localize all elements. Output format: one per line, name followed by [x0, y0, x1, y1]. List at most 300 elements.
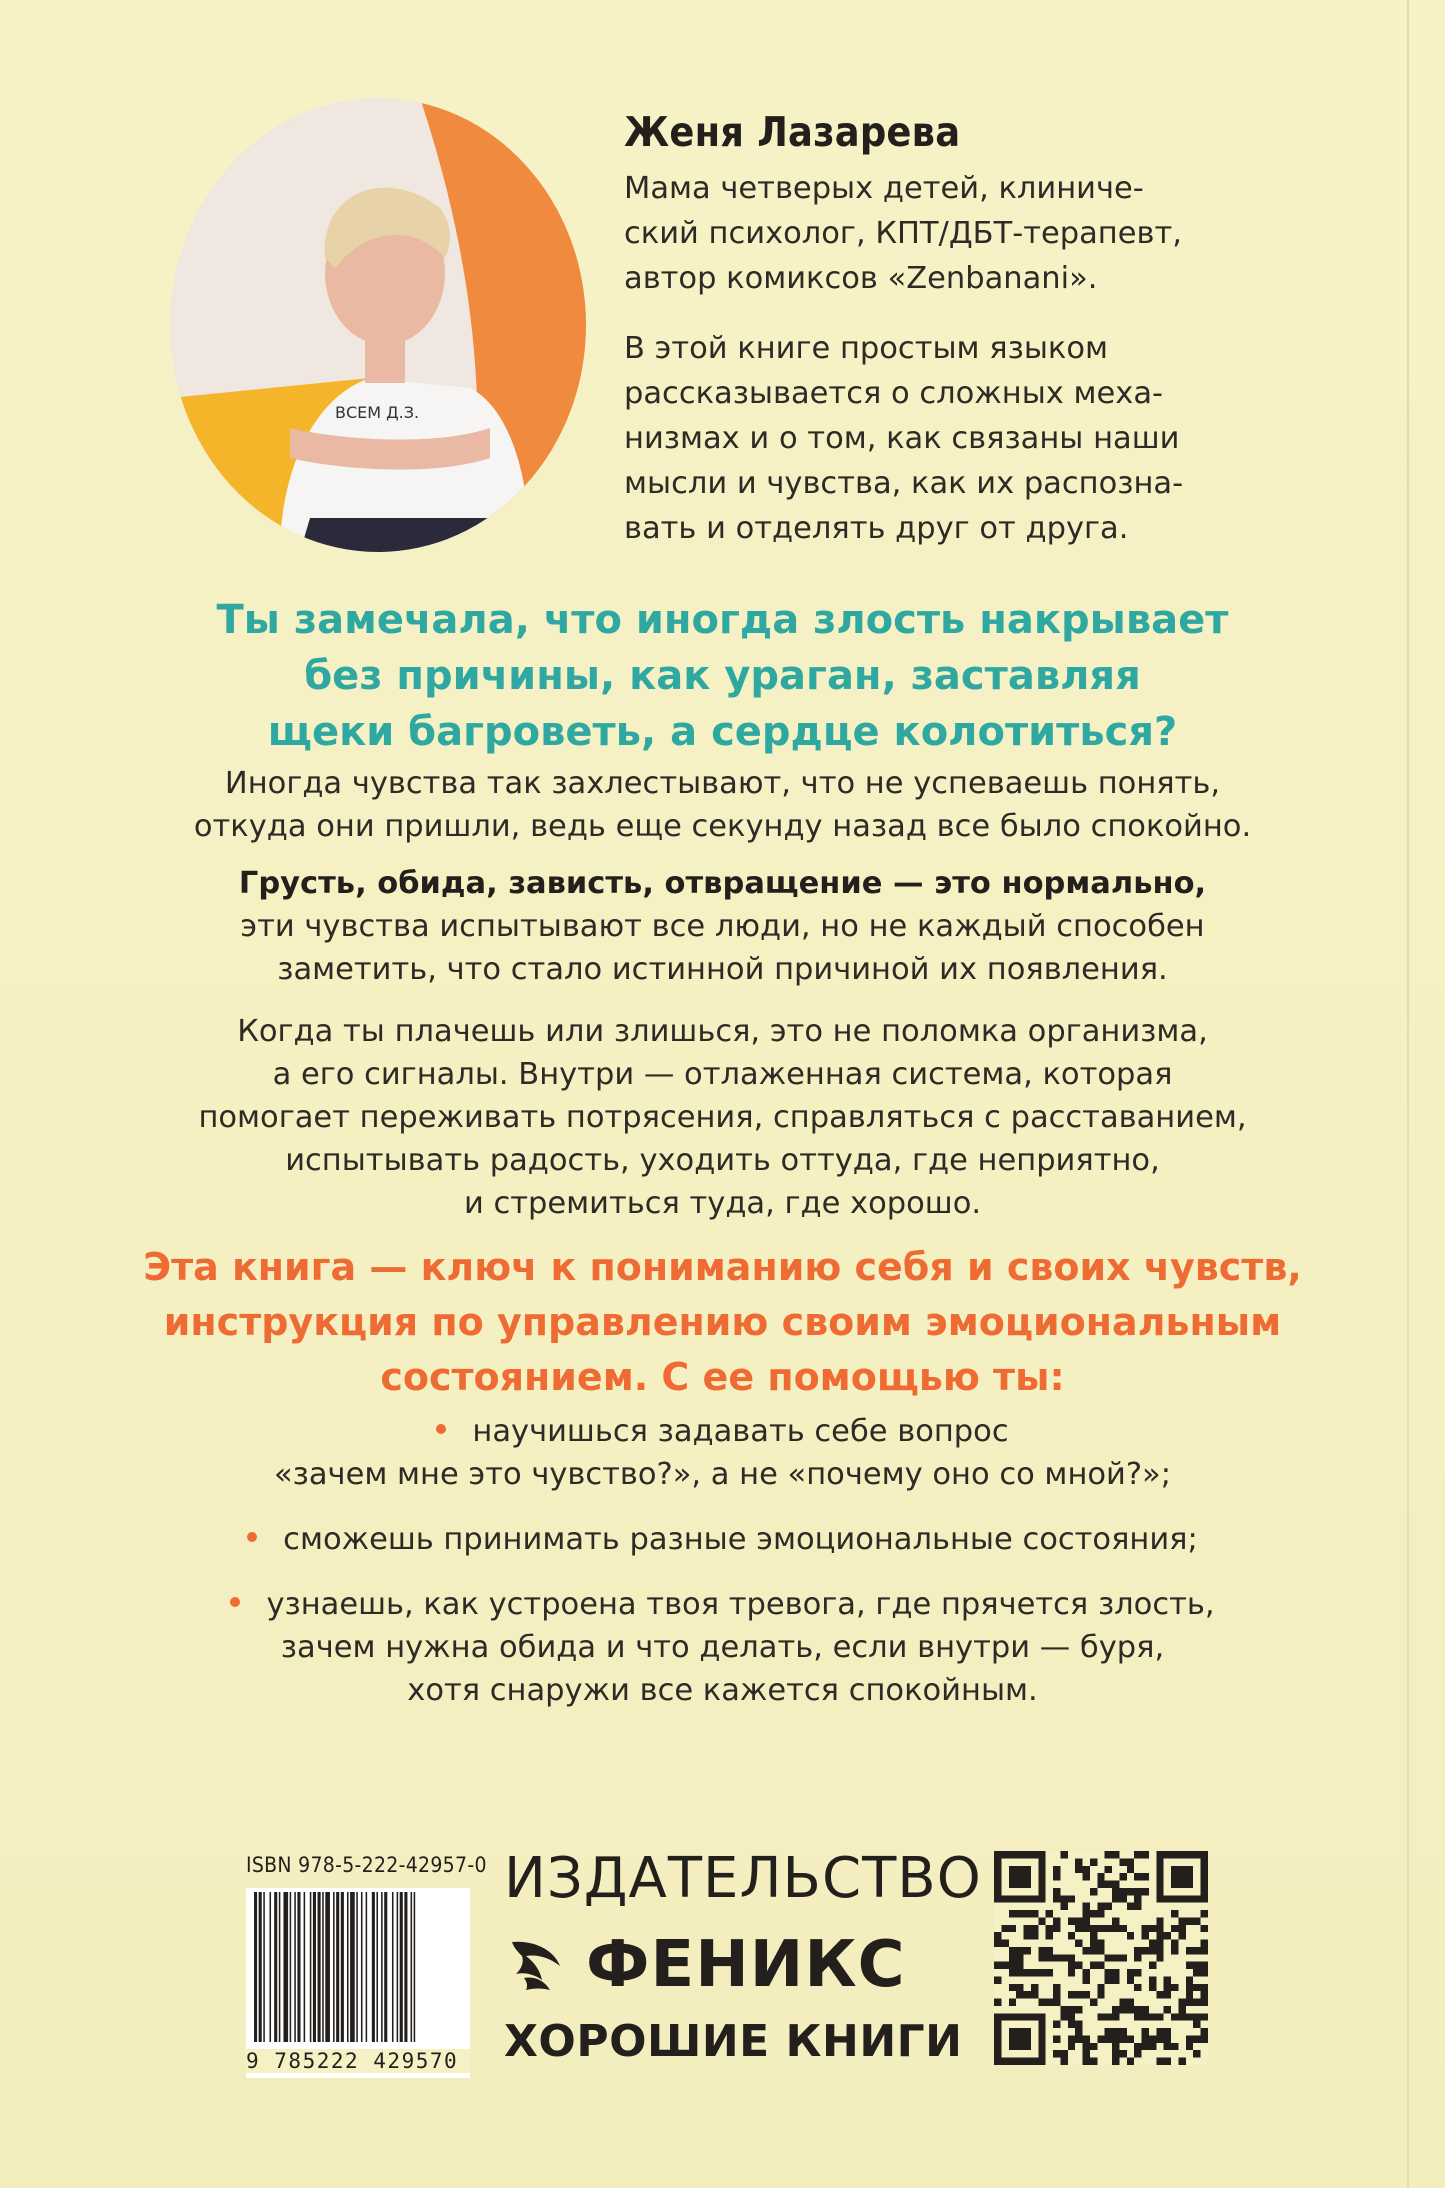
barcode-bar — [400, 1892, 403, 2042]
qr-module — [1075, 1925, 1082, 1932]
paragraph-line: эти чувства испытывают все люди, но не каждый способен — [240, 909, 1205, 944]
teal-heading-line: без причины, как ураган, заставляя — [304, 653, 1141, 699]
qr-module — [1053, 2050, 1060, 2057]
bullet-item — [0, 1583, 1445, 1712]
qr-code-pattern — [994, 1851, 1208, 2065]
qr-module — [1112, 1851, 1119, 1858]
barcode-bar — [313, 1892, 316, 2042]
qr-module — [994, 1999, 1001, 2006]
qr-module — [1009, 1999, 1016, 2006]
qr-module — [1075, 1962, 1082, 1969]
qr-module — [1134, 1947, 1141, 1954]
bullet-dot-icon — [247, 1532, 257, 1542]
book-about-line: низмах и о том, как связаны наши — [624, 421, 1180, 456]
qr-module — [1164, 1976, 1171, 1983]
qr-module — [1060, 1851, 1067, 1858]
qr-module — [1193, 1999, 1200, 2006]
qr-module — [1083, 1969, 1090, 1976]
qr-module — [1105, 2013, 1112, 2020]
qr-module — [1134, 1954, 1141, 1961]
qr-module — [1046, 1932, 1053, 1939]
qr-module — [1105, 2035, 1112, 2042]
qr-module — [1068, 2013, 1075, 2020]
qr-module — [1134, 1873, 1141, 1880]
qr-module — [1053, 1925, 1060, 1932]
qr-module — [1097, 1947, 1104, 1954]
qr-module — [1134, 2050, 1141, 2057]
qr-module — [1053, 1895, 1060, 1902]
barcode-bar — [411, 1892, 413, 2042]
qr-module — [1201, 1962, 1208, 1969]
qr-module — [1127, 1866, 1134, 1873]
qr-module — [1090, 2058, 1097, 2065]
qr-module — [1090, 1858, 1097, 1865]
qr-module — [1060, 1954, 1067, 1961]
barcode-bar — [333, 1892, 335, 2042]
qr-module — [1193, 2021, 1200, 2028]
qr-module — [1112, 2058, 1119, 2065]
qr-module — [1127, 2058, 1134, 2065]
qr-module — [1090, 1962, 1097, 1969]
qr-module — [1201, 2035, 1208, 2042]
qr-module — [1075, 2035, 1082, 2042]
qr-module — [1083, 2035, 1090, 2042]
qr-module — [1075, 2028, 1082, 2035]
qr-module — [1053, 1954, 1060, 1961]
qr-module — [1193, 1969, 1200, 1976]
paragraph-line: заметить, что стало истинной причиной их появления. — [277, 952, 1168, 987]
qr-module — [1038, 1947, 1045, 1954]
barcode-bar — [279, 1892, 281, 2042]
qr-module — [1193, 2035, 1200, 2042]
qr-module — [1060, 1903, 1067, 1910]
barcode-bar — [347, 1892, 349, 2042]
bullet-text: «зачем мне это чувство?», а не «почему оно со мной?»; — [273, 1457, 1171, 1492]
qr-module — [1097, 1925, 1104, 1932]
qr-module — [1127, 1969, 1134, 1976]
qr-module — [1068, 2043, 1075, 2050]
qr-module — [1097, 1903, 1104, 1910]
paragraph-1 — [0, 762, 1445, 848]
qr-module — [1156, 1925, 1163, 1932]
qr-module — [1156, 2035, 1163, 2042]
publisher-label: ИЗДАТЕЛЬСТВО — [504, 1846, 982, 1911]
qr-module — [1127, 2006, 1134, 2013]
qr-module — [1149, 1940, 1156, 1947]
bullet-text: научишься задавать себе вопрос — [472, 1414, 1009, 1449]
book-about-line: В этой книге простым языком — [624, 331, 1108, 366]
bullet-text: зачем нужна обида и что делать, если внутри — буря, — [280, 1630, 1165, 1665]
qr-module — [1083, 1866, 1090, 1873]
qr-module — [1097, 1991, 1104, 1998]
qr-module — [1164, 1984, 1171, 1991]
barcode-bar — [384, 1892, 387, 2042]
qr-module — [1038, 1954, 1045, 1961]
bullet-dot-icon — [436, 1424, 446, 1434]
bullet-item — [0, 1518, 1445, 1561]
qr-module — [1046, 1999, 1053, 2006]
orange-heading-line: Эта книга — ключ к пониманию себя и своих чувств, — [143, 1245, 1302, 1289]
bullet-first-line — [0, 1583, 1445, 1626]
qr-module — [1083, 2043, 1090, 2050]
qr-module — [1031, 1932, 1038, 1939]
qr-module — [1068, 1991, 1075, 1998]
qr-module — [1060, 2050, 1067, 2057]
bullet-item — [0, 1410, 1445, 1496]
qr-module — [1178, 2013, 1185, 2020]
qr-module — [1053, 1991, 1060, 1998]
qr-module — [1068, 2006, 1075, 2013]
paragraph-line: помогает переживать потрясения, справляться с расставанием, — [198, 1100, 1247, 1135]
barcode-bar — [397, 1892, 399, 2042]
qr-module — [1186, 1991, 1193, 1998]
qr-module — [1024, 1947, 1031, 1954]
qr-module — [1112, 2043, 1119, 2050]
qr-module — [994, 1962, 1001, 1969]
qr-module — [1016, 1991, 1023, 1998]
qr-module — [1009, 1925, 1016, 1932]
qr-module — [1068, 1962, 1075, 1969]
qr-module — [1024, 1925, 1031, 1932]
barcode-bar — [283, 1892, 288, 2042]
barcode-bar — [310, 1892, 312, 2042]
qr-module — [1119, 1954, 1126, 1961]
qr-module — [1097, 1962, 1104, 1969]
qr-module — [1083, 1925, 1090, 1932]
qr-module — [1090, 1888, 1097, 1895]
qr-module — [1112, 2028, 1119, 2035]
qr-module — [1090, 1932, 1097, 1939]
qr-module — [1075, 1866, 1082, 1873]
qr-module — [1193, 1917, 1200, 1924]
qr-module — [1142, 1925, 1149, 1932]
qr-module — [1142, 2028, 1149, 2035]
qr-module — [1186, 1947, 1193, 1954]
teal-heading-line: щеки багроветь, а сердце колотиться? — [267, 709, 1178, 755]
qr-module — [1009, 1969, 1016, 1976]
qr-module — [1024, 1969, 1031, 1976]
barcode-bar — [290, 1892, 292, 2042]
barcode-bar — [336, 1892, 339, 2042]
paragraph-bold-line: Грусть, обида, зависть, отвращение — это нормально, — [238, 866, 1207, 901]
qr-module — [1156, 2013, 1163, 2020]
qr-module — [1149, 2013, 1156, 2020]
paragraph-line: и стремиться туда, где хорошо. — [463, 1186, 982, 1221]
qr-module — [1142, 1932, 1149, 1939]
paragraph-3 — [0, 1010, 1445, 1225]
qr-module — [1142, 2043, 1149, 2050]
barcode-bar — [322, 1892, 324, 2042]
barcode-bar — [381, 1892, 383, 2042]
qr-module — [1171, 1947, 1178, 1954]
publisher-name: ФЕНИКС — [586, 1928, 906, 2002]
qr-module — [1164, 1932, 1171, 1939]
qr-module — [1119, 1888, 1126, 1895]
teal-heading — [0, 592, 1445, 760]
qr-code[interactable] — [994, 1851, 1208, 2065]
orange-heading — [0, 1240, 1445, 1405]
qr-module — [1186, 2013, 1193, 2020]
qr-module — [1112, 1895, 1119, 1902]
qr-module — [1186, 1917, 1193, 1924]
qr-module — [994, 1932, 1001, 1939]
qr-module — [1193, 1984, 1200, 1991]
bullet-first-line — [0, 1518, 1445, 1561]
qr-module — [1031, 1969, 1038, 1976]
teal-heading-line: Ты замечала, что иногда злость накрывает — [216, 597, 1229, 643]
qr-module — [1149, 1976, 1156, 1983]
qr-module — [1164, 2035, 1171, 2042]
qr-module — [1031, 1910, 1038, 1917]
qr-module — [1075, 1858, 1082, 1865]
qr-module — [1112, 2006, 1119, 2013]
qr-module — [1083, 2058, 1090, 2065]
qr-module — [1075, 2006, 1082, 2013]
qr-module — [1090, 1999, 1097, 2006]
qr-module — [1134, 2006, 1141, 2013]
qr-module — [1201, 1940, 1208, 1947]
qr-module — [1053, 2035, 1060, 2042]
qr-module — [1201, 1910, 1208, 1917]
qr-module — [1119, 1895, 1126, 1902]
author-photo-illustration — [170, 98, 586, 552]
qr-module — [1156, 1947, 1163, 1954]
bullet-text: узнаешь, как устроена твоя тревога, где прячется злость, — [266, 1587, 1215, 1622]
qr-module — [1060, 2006, 1067, 2013]
qr-module — [1127, 1932, 1134, 1939]
qr-module — [1075, 1940, 1082, 1947]
qr-module — [1105, 1903, 1112, 1910]
qr-module — [1009, 1910, 1016, 1917]
qr-module — [994, 1976, 1001, 1983]
qr-module — [1046, 1947, 1053, 1954]
qr-module — [1016, 1984, 1023, 1991]
qr-module — [1171, 2043, 1178, 2050]
qr-module — [1193, 1962, 1200, 1969]
qr-module — [1097, 1984, 1104, 1991]
barcode-bar — [274, 1892, 277, 2042]
paragraph-line: испытывать радость, уходить оттуда, где неприятно, — [285, 1143, 1160, 1178]
qr-module — [1164, 2028, 1171, 2035]
qr-module — [1090, 1925, 1097, 1932]
qr-module — [1149, 2043, 1156, 2050]
qr-module — [1178, 2006, 1185, 2013]
barcode-bar — [356, 1892, 358, 2042]
author-bio-line: ский психолог, КПТ/ДБТ-терапевт, — [624, 216, 1182, 251]
qr-module — [1156, 1917, 1163, 1924]
qr-module — [1201, 1925, 1208, 1932]
qr-module — [1068, 2021, 1075, 2028]
qr-module — [1127, 1888, 1134, 1895]
qr-module — [1186, 1976, 1193, 1983]
qr-module — [1171, 1866, 1193, 1888]
barcode-bar — [372, 1892, 375, 2042]
qr-module — [1038, 1999, 1045, 2006]
qr-module — [1156, 2028, 1163, 2035]
qr-module — [1186, 2043, 1193, 2050]
qr-module — [1156, 1940, 1163, 1947]
qr-module — [1009, 1954, 1016, 1961]
barcode-bar — [361, 1892, 363, 2042]
qr-module — [1060, 2058, 1067, 2065]
qr-module — [1134, 1895, 1141, 1902]
qr-module — [1105, 1969, 1112, 1976]
qr-module — [1009, 1962, 1016, 1969]
qr-module — [1009, 1984, 1016, 1991]
orange-heading-line: состоянием. С ее помощью ты: — [380, 1355, 1065, 1399]
qr-module — [1186, 1999, 1193, 2006]
paragraph-line: а его сигналы. Внутри — отлаженная система, которая — [272, 1057, 1173, 1092]
qr-module — [1097, 2013, 1104, 2020]
qr-module — [1001, 1925, 1008, 1932]
qr-module — [1105, 2028, 1112, 2035]
bullet-first-line — [0, 1410, 1445, 1453]
qr-module — [1105, 1954, 1112, 1961]
qr-module — [1119, 1999, 1126, 2006]
qr-module — [1142, 2035, 1149, 2042]
book-about — [624, 326, 1184, 551]
qr-module — [1068, 1932, 1075, 1939]
author-bio-line: автор комиксов «Zenbanani». — [624, 261, 1098, 296]
qr-module — [1127, 1903, 1134, 1910]
qr-module — [1134, 2013, 1141, 2020]
qr-module — [1046, 1954, 1053, 1961]
qr-module — [1171, 1984, 1178, 1991]
qr-module — [1053, 1984, 1060, 1991]
barcode-bar — [350, 1892, 355, 2042]
book-about-line: рассказывается о сложных меха- — [624, 376, 1164, 411]
qr-module — [1201, 1991, 1208, 1998]
qr-module — [1178, 1999, 1185, 2006]
author-photo — [170, 98, 586, 552]
qr-module — [1038, 1969, 1045, 1976]
qr-module — [1149, 1925, 1156, 1932]
qr-module — [1178, 1925, 1185, 1932]
qr-module — [1016, 1954, 1023, 1961]
qr-module — [1119, 1858, 1126, 1865]
qr-module — [1156, 1932, 1163, 1939]
qr-module — [1164, 2006, 1171, 2013]
qr-module — [1038, 1917, 1045, 1924]
qr-module — [1083, 1903, 1090, 1910]
qr-module — [1083, 1910, 1090, 1917]
qr-module — [1090, 2043, 1097, 2050]
qr-module — [1083, 1976, 1090, 1983]
qr-module — [1097, 1910, 1104, 1917]
qr-module — [1053, 1888, 1060, 1895]
publisher-logo — [504, 1930, 906, 2000]
qr-module — [1156, 1954, 1163, 1961]
qr-module — [1016, 1962, 1023, 1969]
qr-module — [1068, 1969, 1075, 1976]
qr-module — [1142, 1947, 1149, 1954]
qr-module — [1053, 1917, 1060, 1924]
qr-module — [1164, 2043, 1171, 2050]
qr-module — [1186, 2035, 1193, 2042]
qr-module — [994, 1940, 1001, 1947]
qr-module — [1105, 1881, 1112, 1888]
bullet-list — [0, 1410, 1445, 1734]
qr-module — [1134, 1888, 1141, 1895]
paragraph-line: Иногда чувства так захлестывают, что не успеваешь понять, — [224, 766, 1221, 801]
qr-module — [1134, 1851, 1141, 1858]
barcode-bar — [376, 1892, 378, 2042]
qr-module — [1119, 2035, 1126, 2042]
bullet-dot-icon — [230, 1597, 240, 1607]
isbn-label: ISBN 978-5-222-42957-0 — [246, 1853, 487, 1877]
qr-module — [1083, 1917, 1090, 1924]
barcode-bar — [259, 1892, 262, 2042]
qr-module — [1016, 1910, 1023, 1917]
qr-module — [1149, 1947, 1156, 1954]
qr-module — [1053, 1999, 1060, 2006]
qr-module — [1060, 2013, 1067, 2020]
qr-module — [1171, 2013, 1178, 2020]
qr-module — [1171, 1910, 1178, 1917]
qr-module — [1164, 1991, 1171, 1998]
qr-module — [1142, 1873, 1149, 1880]
qr-module — [1009, 1866, 1031, 1888]
qr-module — [1001, 1962, 1008, 1969]
barcode-bar — [263, 1892, 265, 2042]
qr-module — [1060, 1895, 1067, 1902]
qr-module — [1024, 1932, 1031, 1939]
barcode-bar — [366, 1892, 368, 2042]
qr-module — [1009, 1947, 1016, 1954]
qr-module — [1193, 1947, 1200, 1954]
qr-module — [1186, 1962, 1193, 1969]
qr-module — [1171, 1925, 1178, 1932]
book-about-line: вать и отделять друг от друга. — [624, 511, 1129, 546]
author-bio-line: Мама четверых детей, клиниче- — [624, 171, 1144, 206]
qr-module — [1053, 2021, 1060, 2028]
qr-module — [1090, 1947, 1097, 1954]
publisher-tagline: ХОРОШИЕ КНИГИ — [504, 2016, 963, 2067]
author-bio — [624, 166, 1184, 301]
qr-module — [1149, 1962, 1156, 1969]
qr-module — [1046, 1925, 1053, 1932]
qr-module — [1097, 1873, 1104, 1880]
qr-module — [1149, 1984, 1156, 1991]
qr-module — [1119, 2050, 1126, 2057]
qr-module — [1127, 2035, 1134, 2042]
author-name: Женя Лазарева — [624, 108, 961, 156]
barcode-bar — [304, 1892, 306, 2042]
qr-module — [1201, 2013, 1208, 2020]
qr-module — [1112, 2050, 1119, 2057]
qr-module — [1053, 1873, 1060, 1880]
qr-module — [1119, 2028, 1126, 2035]
qr-module — [1105, 1866, 1112, 1873]
qr-module — [1031, 1984, 1038, 1991]
qr-module — [1031, 1991, 1038, 1998]
qr-module — [1016, 1947, 1023, 1954]
qr-module — [1075, 1991, 1082, 1998]
barcode-digits: 9 785222 429570 — [246, 2049, 470, 2073]
qr-module — [1068, 1917, 1075, 1924]
qr-module — [1105, 1851, 1112, 1858]
qr-module — [1119, 1925, 1126, 1932]
orange-heading-line: инструкция по управлению своим эмоциональным — [163, 1300, 1282, 1344]
qr-module — [1112, 1954, 1119, 1961]
barcode-bar — [297, 1892, 300, 2042]
qr-module — [1068, 1954, 1075, 1961]
qr-module — [1112, 1917, 1119, 1924]
qr-module — [1097, 1940, 1104, 1947]
qr-module — [1142, 2013, 1149, 2020]
qr-module — [1134, 2043, 1141, 2050]
qr-module — [1156, 2058, 1163, 2065]
